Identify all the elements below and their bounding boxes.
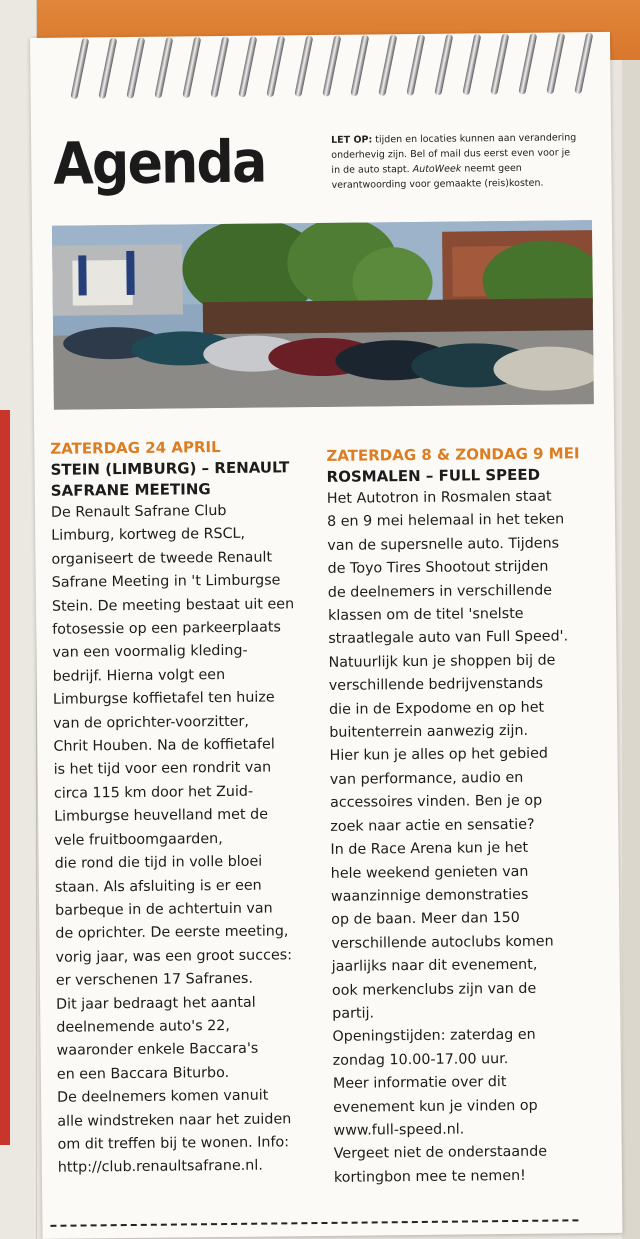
event-rosmalen bbox=[326, 442, 609, 1190]
spiral-ring bbox=[266, 35, 285, 97]
car-meeting-photo bbox=[52, 220, 594, 410]
spiral-ring bbox=[294, 35, 313, 97]
coupon-cut-line bbox=[50, 1219, 578, 1227]
notice-lead: LET OP: bbox=[331, 134, 373, 146]
notice-brand: AutoWeek bbox=[412, 163, 462, 175]
spiral-ring bbox=[210, 36, 229, 98]
spiral-ring bbox=[490, 33, 509, 95]
spiral-ring bbox=[434, 34, 453, 96]
event-date: ZATERDAG 8 & ZONDAG 9 MEI bbox=[326, 444, 580, 465]
spiral-ring bbox=[182, 36, 201, 98]
page-title: Agenda bbox=[52, 127, 266, 198]
right-page-edge bbox=[622, 60, 640, 1239]
spiral-ring bbox=[350, 34, 369, 96]
event-body: Het Autotron in Rosmalen staat 8 en 9 mei helemaal in het teken van de supersnelle auto. Tijdens de Toyo Tires Shootout strijden de deelnemers in verschillende klassen om de titel 'snelste straatlegale auto van Full Speed'. Natuurlijk kun je shoppen bij de verschillende bedrijvenstands die in de Expodome en op het buitenterrein aanwezig zijn. Hier kun je alles op het gebied van performance, audio en accessoires vinden. Ben je op zoek naar actie en sensatie? In de Race Arena kun je het hele weekend genieten van waanzinnige demonstraties op de baan. Meer dan 150 verschillende autoclubs komen jaarlijks naar dit evenement, ook merkenclubs zijn van de partij. Openingstijden: zaterdag en zondag 10.00-17.00 uur. Meer informatie over dit evenement kun je vinden op www.full-speed.nl. Vergeet niet de onderstaande kortingbon mee te nemen! bbox=[326, 488, 569, 1186]
spiral-ring bbox=[574, 32, 593, 94]
event-heading: ROSMALEN – FULL SPEED bbox=[326, 465, 541, 486]
event-heading: STEIN (LIMBURG) – RENAULT SAFRANE MEETING bbox=[50, 458, 290, 500]
notice-text-1: tijden en locaties kunnen aan verandering onderhevig zijn. Bel of mail dus eerst even voor je in de auto stapt. bbox=[331, 132, 577, 176]
event-date: ZATERDAG 24 APRIL bbox=[50, 438, 221, 458]
agenda-notepad-card bbox=[30, 32, 623, 1239]
spiral-ring bbox=[406, 34, 425, 96]
spiral-ring bbox=[322, 35, 341, 97]
notice-text-2: neemt geen verantwoording voor gemaakte (reis)kosten. bbox=[331, 162, 544, 191]
spiral-ring bbox=[98, 37, 117, 99]
spiral-ring bbox=[238, 36, 257, 98]
spiral-ring bbox=[70, 37, 89, 99]
spiral-ring bbox=[126, 37, 145, 99]
spiral-ring bbox=[378, 34, 397, 96]
disclaimer-notice bbox=[331, 130, 582, 193]
adjacent-page-red-bar bbox=[0, 410, 10, 1145]
spiral-binding bbox=[70, 32, 591, 107]
event-stein bbox=[50, 435, 323, 1181]
event-body: De Renault Safrane Club Limburg, kortweg de RSCL, organiseert de tweede Renault Safrane Meeting in 't Limburgse Stein. De meeting bestaat uit een fotosessie op een parkeerplaats van een voormalig kleding- bedrijf. Hierna volgt een Limburgse koffietafel ten huize van de oprichter-voorzitter, Chrit Houben. Na de koffietafel is het tijd voor een rondrit van circa 115 km door het Zuid- Limburgse heuvelland met de vele fruitboomgaarden, die rond die tijd in volle bloei staan. Als afsluiting is er een barbeque in de achtertuin van de oprichter. De eerste meeting, vorig jaar, was een groot succes: er verschenen 17 Safranes. Dit jaar bedraagt het aantal deelnemende auto's 22, waaronder enkele Baccara's en een Baccara Biturbo. De deelnemers komen vanuit alle windstreken naar het zuiden om dit treffen bij te wonen. Info: http://club.renaultsafrane.nl. bbox=[50, 502, 295, 1177]
spiral-ring bbox=[462, 33, 481, 95]
spiral-ring bbox=[154, 37, 173, 99]
spiral-ring bbox=[518, 33, 537, 95]
spiral-ring bbox=[546, 32, 565, 94]
